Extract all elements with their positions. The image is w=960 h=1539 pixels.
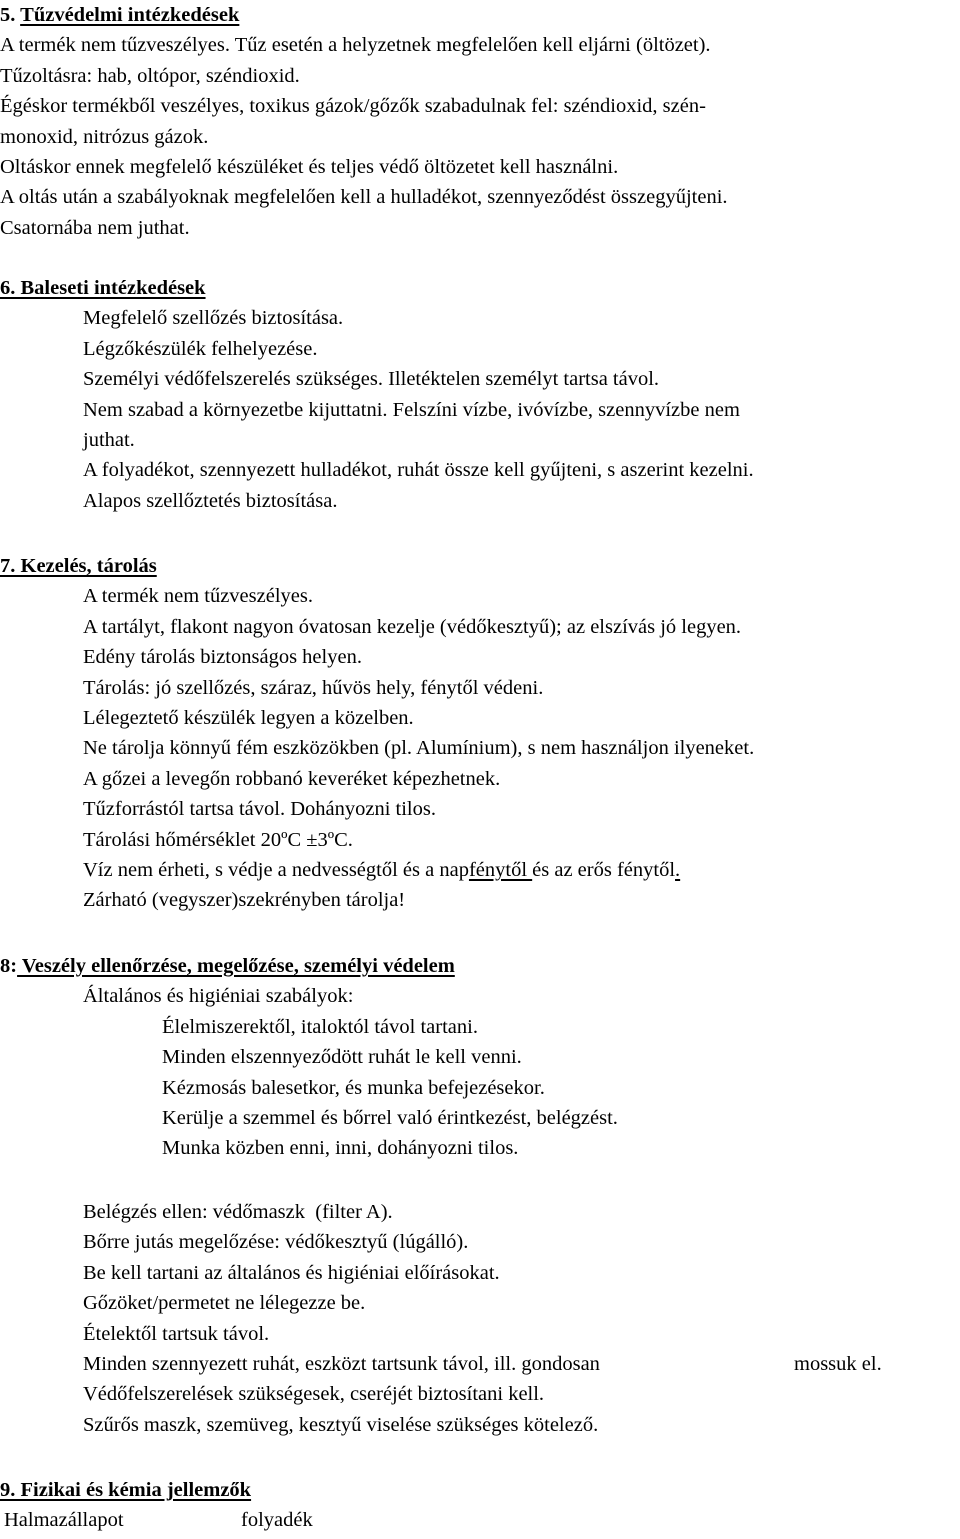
- section-7-line: A termék nem tűzveszélyes.: [83, 585, 313, 608]
- section-5-line: Égéskor termékből veszélyes, toxikus gázok/gőzők szabadulnak fel: széndioxid, szén-: [0, 95, 706, 118]
- section-7-line: Tárolás: jó szellőzés, száraz, hűvös hely, fénytől védeni.: [83, 676, 544, 699]
- hygiene-rule: Kézmosás balesetkor, és munka befejezésekor.: [162, 1076, 545, 1099]
- section-7-heading: 7. Kezelés, tárolás: [0, 555, 157, 577]
- section-5-line: Oltáskor ennek megfelelő készüléket és teljes védő öltözetet kell használni.: [0, 155, 619, 178]
- measure-line: Ételektől tartsuk távol.: [83, 1322, 270, 1345]
- water-line-underlined: fénytől: [468, 858, 533, 881]
- section-5-line: monoxid, nitrózus gázok.: [0, 125, 209, 148]
- section-6-line: A folyadékot, szennyezett hulladékot, ruhát össze kell gyűjteni, s aszerint kezelni.: [83, 459, 754, 482]
- water-line-start: Víz nem érheti, s védje a nedvességtől és a nap: [83, 858, 469, 881]
- section-5-line: A oltás után a szabályoknak megfelelően kell a hulladékot, szennyeződést összegyűjteni.: [0, 186, 728, 209]
- section-8-title: Veszély ellenőrzése, megelőzése, személyi védelem: [17, 955, 455, 977]
- section-7-water-line: [0, 855, 960, 885]
- section-5-title: Tűzvédelmi intézkedések: [20, 4, 240, 26]
- water-line-middle: és az erős fénytől: [532, 858, 676, 881]
- section-7-last-line: Zárható (vegyszer)szekrényben tárolja!: [83, 889, 406, 912]
- section-7-line: A gőzei a levegőn robbanó keveréket képezhetnek.: [83, 767, 501, 790]
- measure-line: Gőzöket/permetet ne lélegezze be.: [83, 1292, 366, 1315]
- section-8-number: 8:: [0, 955, 18, 977]
- measure-line: Bőrre jutás megelőzése: védőkesztyű (lúgálló).: [83, 1231, 469, 1254]
- section-7-line: Lélegeztető készülék legyen a közelben.: [83, 706, 414, 729]
- section-5-line: A termék nem tűzveszélyes. Tűz esetén a helyzetnek megfelelően kell eljárni (öltözet).: [0, 34, 711, 57]
- measure-line: Szűrős maszk, szemüveg, kesztyű viselése szükséges kötelező.: [83, 1413, 599, 1436]
- clothes-line-right: mossuk el.: [794, 1352, 882, 1375]
- section-7-line: Tárolási hőmérséklet 20ºC ±3ºC.: [83, 828, 353, 851]
- section-5-heading: [0, 0, 960, 30]
- measure-line: Be kell tartani az általános és higiéniai előírásokat.: [83, 1261, 500, 1284]
- section-6-line: juthat.: [83, 428, 135, 451]
- section-6-heading: 6. Baleseti intézkedések: [0, 277, 206, 299]
- section-6-line: Légzőkészülék felhelyezése.: [83, 337, 318, 360]
- hygiene-rule: Élelmiszerektől, italoktól távol tartani.: [162, 1015, 478, 1038]
- water-line-period: .: [675, 858, 681, 881]
- measure-line: Belégzés ellen: védőmaszk (filter A).: [83, 1201, 393, 1223]
- section-7-line: Edény tárolás biztonságos helyen.: [83, 646, 362, 669]
- section-9-heading: 9. Fizikai és kémia jellemzők: [0, 1479, 252, 1501]
- hygiene-rule: Munka közben enni, inni, dohányozni tilos.: [162, 1137, 519, 1160]
- section-8-subheading: Általános és higiéniai szabályok:: [83, 985, 354, 1008]
- hygiene-rule: Minden elszennyeződött ruhát le kell venni.: [162, 1046, 522, 1069]
- property-value: folyadék: [241, 1509, 313, 1532]
- section-6: [0, 273, 960, 516]
- section-8: [0, 951, 960, 1164]
- section-7-line: A tartályt, flakont nagyon óvatosan kezelje (védőkesztyű); az elszívás jó legyen.: [83, 615, 742, 638]
- property-label: Halmazállapot: [4, 1509, 124, 1532]
- section-7-line: Ne tárolja könnyű fém eszközökben (pl. Alumínium), s nem használjon ilyeneket.: [83, 737, 755, 760]
- section-5-number: 5.: [0, 4, 16, 26]
- section-6-line: Megfelelő szellőzés biztosítása.: [83, 307, 344, 330]
- section-6-line: Alapos szellőztetés biztosítása.: [83, 489, 338, 512]
- section-7-line: Tűzforrástól tartsa távol. Dohányozni tilos.: [83, 798, 436, 821]
- section-6-line: Személyi védőfelszerelés szükséges. Illetéktelen személyt tartsa távol.: [83, 368, 660, 391]
- section-7: [0, 551, 960, 916]
- section-6-line: Nem szabad a környezetbe kijuttatni. Felszíni vízbe, ivóvízbe, szennyvízbe nem: [83, 398, 740, 421]
- section-5-line: Csatornába nem juthat.: [0, 216, 190, 239]
- property-row: [0, 1505, 960, 1535]
- section-8-heading: [0, 951, 960, 981]
- clothes-line: [0, 1349, 960, 1379]
- clothes-line-left: Minden szennyezett ruhát, eszközt tartsunk távol, ill. gondosan: [83, 1352, 600, 1375]
- section-5-line: Tűzoltásra: hab, oltópor, széndioxid.: [0, 64, 300, 87]
- hygiene-rule: Kerülje a szemmel és bőrrel való érintkezést, belégzést.: [162, 1106, 618, 1129]
- section-8-measures: [0, 1197, 960, 1440]
- section-5: [0, 0, 960, 243]
- section-9: [0, 1475, 960, 1536]
- measure-line: Védőfelszerelések szükségesek, cseréjét biztosítani kell.: [83, 1383, 545, 1406]
